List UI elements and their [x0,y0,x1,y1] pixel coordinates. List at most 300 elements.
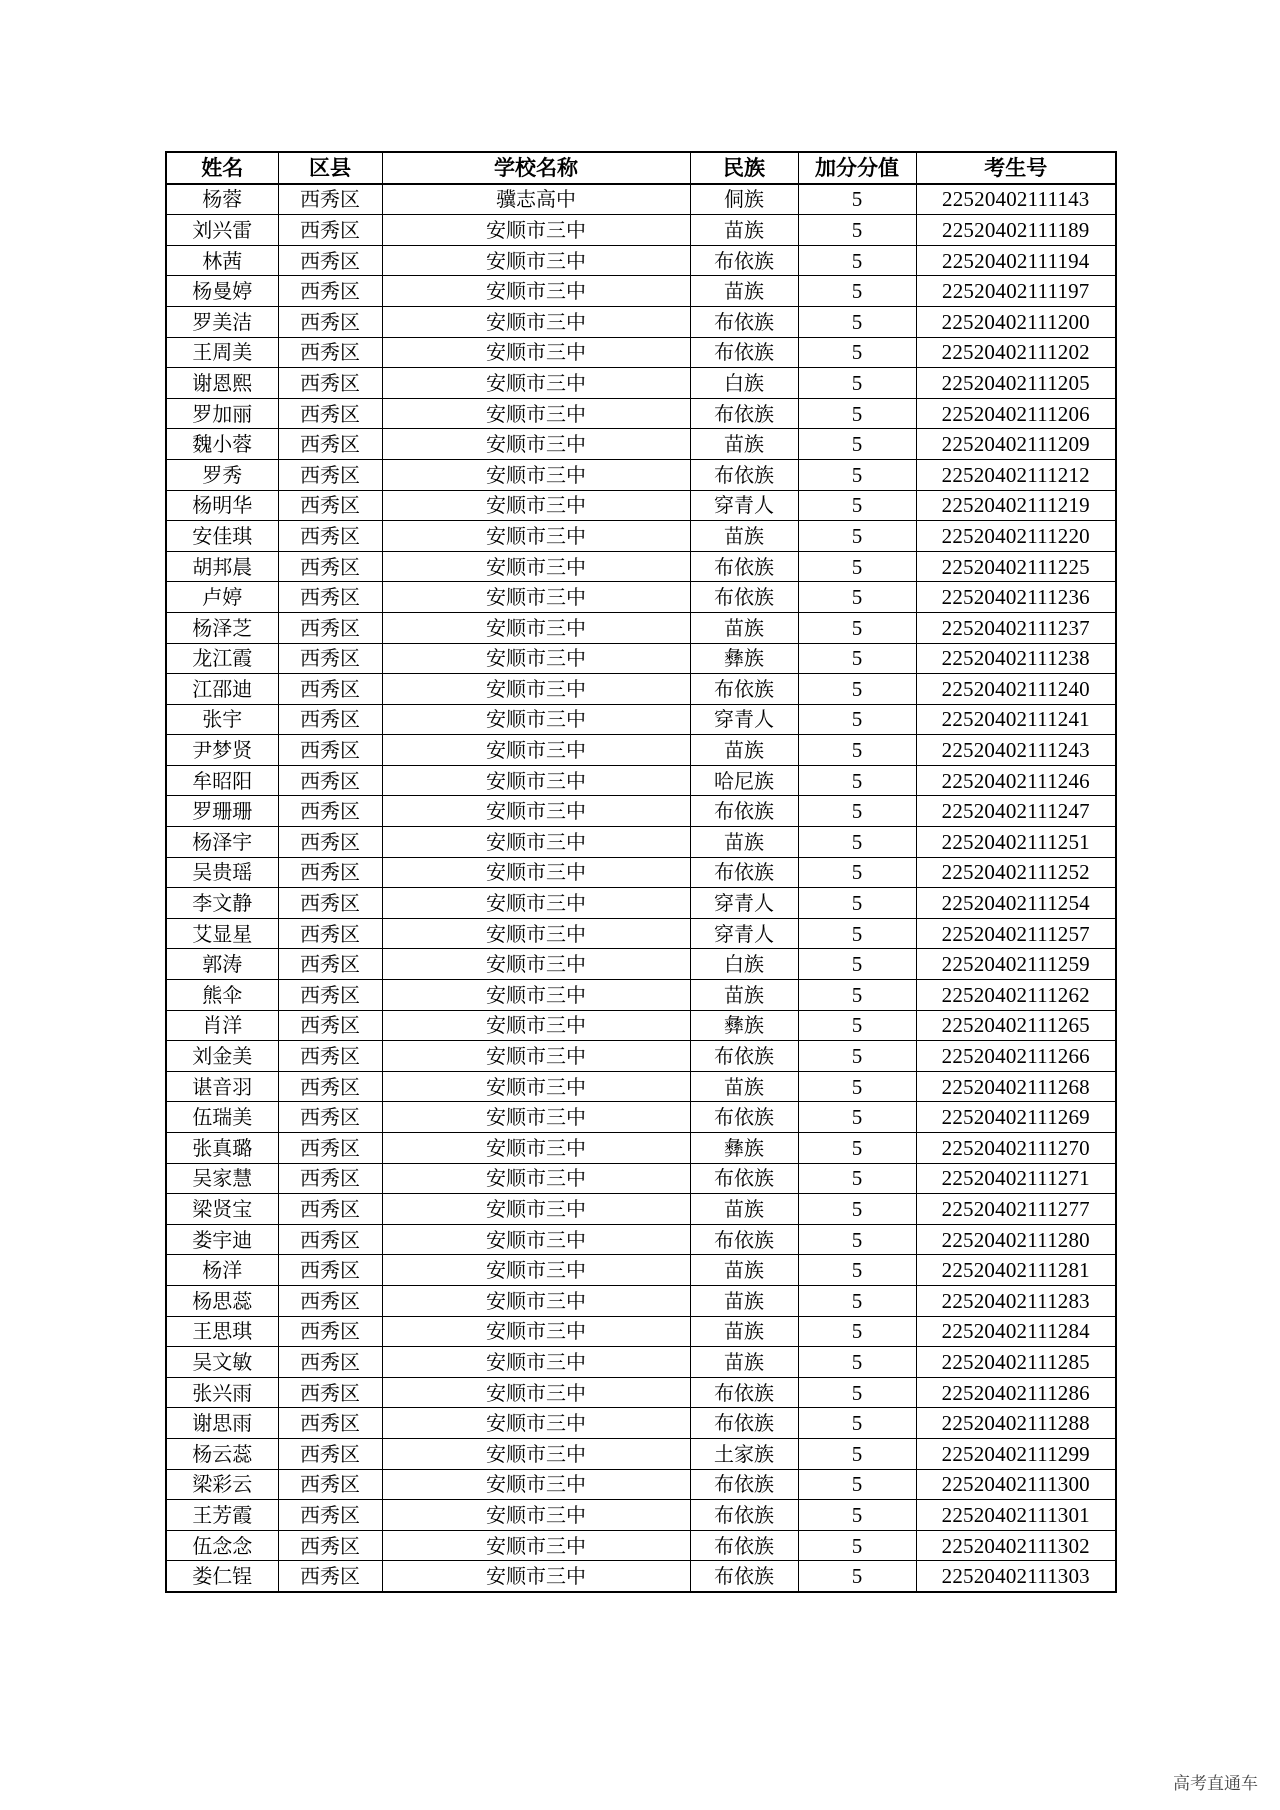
cell-name: 王周美 [166,337,278,368]
cell-candidate-number: 22520402111238 [916,643,1116,674]
cell-school: 安顺市三中 [382,765,690,796]
cell-school: 安顺市三中 [382,337,690,368]
cell-ethnicity: 苗族 [690,980,798,1011]
cell-candidate-number: 22520402111241 [916,704,1116,735]
cell-bonus-points: 5 [798,551,916,582]
cell-candidate-number: 22520402111194 [916,245,1116,276]
cell-bonus-points: 5 [798,1102,916,1133]
cell-school: 安顺市三中 [382,1347,690,1378]
cell-bonus-points: 5 [798,1224,916,1255]
table-row [166,796,1116,827]
cell-ethnicity: 布依族 [690,1102,798,1133]
cell-candidate-number: 22520402111206 [916,398,1116,429]
cell-bonus-points: 5 [798,888,916,919]
cell-ethnicity: 布依族 [690,306,798,337]
cell-name: 胡邦晨 [166,551,278,582]
cell-bonus-points: 5 [798,612,916,643]
table-row [166,1561,1116,1592]
cell-name: 罗加丽 [166,398,278,429]
table-row [166,1500,1116,1531]
table-row [166,398,1116,429]
cell-bonus-points: 5 [798,184,916,215]
table-row [166,1347,1116,1378]
table-row [166,1469,1116,1500]
cell-district: 西秀区 [278,490,382,521]
cell-school: 安顺市三中 [382,1163,690,1194]
table-row [166,1194,1116,1225]
cell-ethnicity: 彝族 [690,1010,798,1041]
cell-name: 罗美洁 [166,306,278,337]
table-row [166,827,1116,858]
cell-ethnicity: 布依族 [690,1561,798,1592]
cell-school: 安顺市三中 [382,1561,690,1592]
cell-ethnicity: 苗族 [690,1347,798,1378]
table-row [166,551,1116,582]
table-row [166,1408,1116,1439]
cell-candidate-number: 22520402111143 [916,184,1116,215]
cell-candidate-number: 22520402111266 [916,1041,1116,1072]
cell-name: 王芳霞 [166,1500,278,1531]
cell-ethnicity: 苗族 [690,1255,798,1286]
cell-school: 安顺市三中 [382,918,690,949]
cell-school: 安顺市三中 [382,674,690,705]
cell-bonus-points: 5 [798,306,916,337]
table-row [166,215,1116,246]
cell-ethnicity: 布依族 [690,1408,798,1439]
cell-candidate-number: 22520402111285 [916,1347,1116,1378]
cell-school: 安顺市三中 [382,1285,690,1316]
cell-name: 王思琪 [166,1316,278,1347]
cell-name: 谢恩熙 [166,368,278,399]
cell-district: 西秀区 [278,1438,382,1469]
cell-bonus-points: 5 [798,1469,916,1500]
cell-bonus-points: 5 [798,796,916,827]
table-row [166,1071,1116,1102]
cell-candidate-number: 22520402111270 [916,1133,1116,1164]
table-row [166,1163,1116,1194]
cell-bonus-points: 5 [798,765,916,796]
cell-district: 西秀区 [278,337,382,368]
cell-name: 杨泽芝 [166,612,278,643]
cell-candidate-number: 22520402111189 [916,215,1116,246]
cell-ethnicity: 布依族 [690,245,798,276]
cell-candidate-number: 22520402111288 [916,1408,1116,1439]
cell-district: 西秀区 [278,1133,382,1164]
cell-school: 安顺市三中 [382,1010,690,1041]
cell-ethnicity: 穿青人 [690,918,798,949]
table-row [166,857,1116,888]
cell-district: 西秀区 [278,306,382,337]
cell-name: 杨曼婷 [166,276,278,307]
cell-candidate-number: 22520402111225 [916,551,1116,582]
cell-school: 安顺市三中 [382,1530,690,1561]
table-row [166,337,1116,368]
cell-candidate-number: 22520402111303 [916,1561,1116,1592]
cell-ethnicity: 彝族 [690,1133,798,1164]
cell-ethnicity: 哈尼族 [690,765,798,796]
table-row [166,306,1116,337]
cell-ethnicity: 布依族 [690,674,798,705]
cell-name: 江邵迪 [166,674,278,705]
cell-candidate-number: 22520402111252 [916,857,1116,888]
table-row [166,1285,1116,1316]
cell-school: 安顺市三中 [382,1377,690,1408]
header-candidate-number: 考生号 [916,152,1116,184]
cell-ethnicity: 彝族 [690,643,798,674]
table-header-row [166,152,1116,184]
table-body [166,184,1116,1592]
cell-district: 西秀区 [278,1163,382,1194]
table-row [166,368,1116,399]
cell-name: 娄仁锃 [166,1561,278,1592]
cell-district: 西秀区 [278,398,382,429]
cell-school: 安顺市三中 [382,796,690,827]
cell-bonus-points: 5 [798,1438,916,1469]
cell-district: 西秀区 [278,521,382,552]
cell-school: 安顺市三中 [382,1102,690,1133]
cell-candidate-number: 22520402111300 [916,1469,1116,1500]
cell-candidate-number: 22520402111205 [916,368,1116,399]
cell-candidate-number: 22520402111200 [916,306,1116,337]
cell-name: 罗秀 [166,459,278,490]
cell-name: 熊伞 [166,980,278,1011]
cell-ethnicity: 布依族 [690,1224,798,1255]
watermark-text: 高考直通车 [1173,1774,1258,1794]
cell-school: 安顺市三中 [382,276,690,307]
cell-name: 魏小蓉 [166,429,278,460]
cell-candidate-number: 22520402111243 [916,735,1116,766]
cell-candidate-number: 22520402111277 [916,1194,1116,1225]
table-row [166,735,1116,766]
cell-school: 安顺市三中 [382,582,690,613]
cell-ethnicity: 布依族 [690,1530,798,1561]
cell-district: 西秀区 [278,735,382,766]
cell-school: 安顺市三中 [382,368,690,399]
cell-name: 杨思蕊 [166,1285,278,1316]
cell-school: 安顺市三中 [382,215,690,246]
header-district: 区县 [278,152,382,184]
table-row [166,1133,1116,1164]
cell-district: 西秀区 [278,245,382,276]
cell-district: 西秀区 [278,980,382,1011]
cell-school: 骥志高中 [382,184,690,215]
cell-ethnicity: 侗族 [690,184,798,215]
cell-name: 梁彩云 [166,1469,278,1500]
cell-district: 西秀区 [278,1347,382,1378]
cell-district: 西秀区 [278,674,382,705]
cell-bonus-points: 5 [798,1071,916,1102]
cell-ethnicity: 苗族 [690,429,798,460]
cell-candidate-number: 22520402111209 [916,429,1116,460]
cell-ethnicity: 布依族 [690,582,798,613]
cell-bonus-points: 5 [798,643,916,674]
cell-district: 西秀区 [278,1316,382,1347]
cell-district: 西秀区 [278,1500,382,1531]
table-row [166,643,1116,674]
cell-name: 杨洋 [166,1255,278,1286]
cell-name: 杨蓉 [166,184,278,215]
cell-name: 谢思雨 [166,1408,278,1439]
cell-school: 安顺市三中 [382,643,690,674]
cell-school: 安顺市三中 [382,1224,690,1255]
cell-district: 西秀区 [278,1102,382,1133]
cell-name: 吴文敏 [166,1347,278,1378]
cell-district: 西秀区 [278,1377,382,1408]
cell-ethnicity: 布依族 [690,857,798,888]
cell-school: 安顺市三中 [382,1408,690,1439]
cell-school: 安顺市三中 [382,735,690,766]
cell-name: 罗珊珊 [166,796,278,827]
cell-candidate-number: 22520402111219 [916,490,1116,521]
cell-district: 西秀区 [278,857,382,888]
table-row [166,245,1116,276]
cell-candidate-number: 22520402111212 [916,459,1116,490]
cell-ethnicity: 苗族 [690,735,798,766]
cell-district: 西秀区 [278,1469,382,1500]
cell-ethnicity: 苗族 [690,276,798,307]
cell-candidate-number: 22520402111269 [916,1102,1116,1133]
cell-name: 尹梦贤 [166,735,278,766]
cell-bonus-points: 5 [798,1347,916,1378]
cell-name: 吴贵瑶 [166,857,278,888]
table-row [166,459,1116,490]
cell-candidate-number: 22520402111197 [916,276,1116,307]
cell-district: 西秀区 [278,1255,382,1286]
cell-candidate-number: 22520402111251 [916,827,1116,858]
cell-bonus-points: 5 [798,674,916,705]
cell-candidate-number: 22520402111302 [916,1530,1116,1561]
cell-ethnicity: 白族 [690,368,798,399]
table-row [166,1010,1116,1041]
cell-district: 西秀区 [278,612,382,643]
cell-school: 安顺市三中 [382,1071,690,1102]
header-ethnicity: 民族 [690,152,798,184]
table-row [166,918,1116,949]
cell-bonus-points: 5 [798,857,916,888]
cell-bonus-points: 5 [798,1133,916,1164]
cell-name: 张宇 [166,704,278,735]
cell-district: 西秀区 [278,949,382,980]
cell-name: 林茜 [166,245,278,276]
cell-school: 安顺市三中 [382,1255,690,1286]
cell-name: 杨泽宇 [166,827,278,858]
cell-name: 艾显星 [166,918,278,949]
cell-candidate-number: 22520402111246 [916,765,1116,796]
table-row [166,1316,1116,1347]
cell-school: 安顺市三中 [382,949,690,980]
cell-candidate-number: 22520402111280 [916,1224,1116,1255]
cell-ethnicity: 布依族 [690,796,798,827]
cell-bonus-points: 5 [798,735,916,766]
cell-school: 安顺市三中 [382,827,690,858]
table-row [166,490,1116,521]
cell-school: 安顺市三中 [382,1133,690,1164]
cell-ethnicity: 苗族 [690,1316,798,1347]
table-row [166,674,1116,705]
cell-bonus-points: 5 [798,1530,916,1561]
cell-bonus-points: 5 [798,459,916,490]
cell-district: 西秀区 [278,1530,382,1561]
cell-district: 西秀区 [278,704,382,735]
cell-district: 西秀区 [278,918,382,949]
cell-name: 张兴雨 [166,1377,278,1408]
cell-school: 安顺市三中 [382,888,690,919]
cell-bonus-points: 5 [798,1255,916,1286]
cell-ethnicity: 白族 [690,949,798,980]
cell-ethnicity: 穿青人 [690,888,798,919]
cell-ethnicity: 苗族 [690,1071,798,1102]
cell-bonus-points: 5 [798,337,916,368]
cell-district: 西秀区 [278,1041,382,1072]
cell-district: 西秀区 [278,1561,382,1592]
cell-bonus-points: 5 [798,1408,916,1439]
cell-ethnicity: 苗族 [690,215,798,246]
cell-bonus-points: 5 [798,918,916,949]
cell-ethnicity: 布依族 [690,337,798,368]
cell-bonus-points: 5 [798,1194,916,1225]
cell-bonus-points: 5 [798,1010,916,1041]
cell-school: 安顺市三中 [382,398,690,429]
cell-school: 安顺市三中 [382,612,690,643]
cell-candidate-number: 22520402111271 [916,1163,1116,1194]
table-row [166,765,1116,796]
table-row [166,1438,1116,1469]
table-row [166,1102,1116,1133]
cell-name: 刘金美 [166,1041,278,1072]
table-row [166,888,1116,919]
cell-name: 杨云蕊 [166,1438,278,1469]
cell-bonus-points: 5 [798,582,916,613]
table-row [166,1377,1116,1408]
cell-bonus-points: 5 [798,1377,916,1408]
cell-school: 安顺市三中 [382,1041,690,1072]
table-row [166,980,1116,1011]
cell-name: 吴家慧 [166,1163,278,1194]
cell-district: 西秀区 [278,1071,382,1102]
cell-school: 安顺市三中 [382,1194,690,1225]
cell-ethnicity: 穿青人 [690,490,798,521]
cell-candidate-number: 22520402111202 [916,337,1116,368]
cell-bonus-points: 5 [798,429,916,460]
cell-ethnicity: 苗族 [690,1194,798,1225]
cell-bonus-points: 5 [798,245,916,276]
cell-bonus-points: 5 [798,490,916,521]
cell-candidate-number: 22520402111265 [916,1010,1116,1041]
cell-district: 西秀区 [278,1408,382,1439]
cell-district: 西秀区 [278,1010,382,1041]
cell-candidate-number: 22520402111301 [916,1500,1116,1531]
table-row [166,1041,1116,1072]
table-row [166,612,1116,643]
cell-school: 安顺市三中 [382,1500,690,1531]
table-row [166,949,1116,980]
cell-ethnicity: 苗族 [690,521,798,552]
cell-candidate-number: 22520402111240 [916,674,1116,705]
cell-name: 张真璐 [166,1133,278,1164]
header-bonus-points: 加分分值 [798,152,916,184]
cell-district: 西秀区 [278,888,382,919]
cell-district: 西秀区 [278,1194,382,1225]
cell-district: 西秀区 [278,368,382,399]
cell-name: 伍念念 [166,1530,278,1561]
cell-ethnicity: 布依族 [690,551,798,582]
cell-school: 安顺市三中 [382,306,690,337]
cell-bonus-points: 5 [798,827,916,858]
table-row [166,1224,1116,1255]
cell-name: 李文静 [166,888,278,919]
cell-candidate-number: 22520402111268 [916,1071,1116,1102]
cell-bonus-points: 5 [798,704,916,735]
cell-bonus-points: 5 [798,1500,916,1531]
cell-ethnicity: 布依族 [690,398,798,429]
cell-bonus-points: 5 [798,368,916,399]
header-school: 学校名称 [382,152,690,184]
cell-name: 娄宇迪 [166,1224,278,1255]
cell-candidate-number: 22520402111283 [916,1285,1116,1316]
cell-bonus-points: 5 [798,1316,916,1347]
cell-bonus-points: 5 [798,1041,916,1072]
cell-candidate-number: 22520402111237 [916,612,1116,643]
table-row [166,1255,1116,1286]
cell-candidate-number: 22520402111281 [916,1255,1116,1286]
candidate-table [165,151,1117,1593]
cell-district: 西秀区 [278,1224,382,1255]
cell-district: 西秀区 [278,643,382,674]
cell-ethnicity: 穿青人 [690,704,798,735]
cell-district: 西秀区 [278,215,382,246]
cell-name: 杨明华 [166,490,278,521]
cell-bonus-points: 5 [798,276,916,307]
table-row [166,521,1116,552]
cell-candidate-number: 22520402111247 [916,796,1116,827]
cell-name: 卢婷 [166,582,278,613]
cell-candidate-number: 22520402111254 [916,888,1116,919]
cell-bonus-points: 5 [798,1163,916,1194]
header-name: 姓名 [166,152,278,184]
cell-candidate-number: 22520402111286 [916,1377,1116,1408]
cell-school: 安顺市三中 [382,551,690,582]
cell-name: 牟昭阳 [166,765,278,796]
cell-district: 西秀区 [278,827,382,858]
cell-candidate-number: 22520402111259 [916,949,1116,980]
cell-bonus-points: 5 [798,980,916,1011]
cell-ethnicity: 布依族 [690,1163,798,1194]
cell-school: 安顺市三中 [382,1438,690,1469]
cell-candidate-number: 22520402111220 [916,521,1116,552]
cell-ethnicity: 苗族 [690,612,798,643]
cell-name: 龙江霞 [166,643,278,674]
cell-ethnicity: 布依族 [690,1377,798,1408]
cell-district: 西秀区 [278,276,382,307]
cell-name: 谌音羽 [166,1071,278,1102]
cell-name: 刘兴雷 [166,215,278,246]
cell-district: 西秀区 [278,582,382,613]
cell-name: 郭涛 [166,949,278,980]
cell-district: 西秀区 [278,459,382,490]
cell-school: 安顺市三中 [382,459,690,490]
cell-candidate-number: 22520402111262 [916,980,1116,1011]
cell-name: 梁贤宝 [166,1194,278,1225]
cell-school: 安顺市三中 [382,429,690,460]
cell-bonus-points: 5 [798,1561,916,1592]
cell-school: 安顺市三中 [382,704,690,735]
cell-ethnicity: 布依族 [690,1469,798,1500]
cell-district: 西秀区 [278,1285,382,1316]
table-row [166,582,1116,613]
cell-school: 安顺市三中 [382,1469,690,1500]
cell-district: 西秀区 [278,796,382,827]
cell-candidate-number: 22520402111299 [916,1438,1116,1469]
